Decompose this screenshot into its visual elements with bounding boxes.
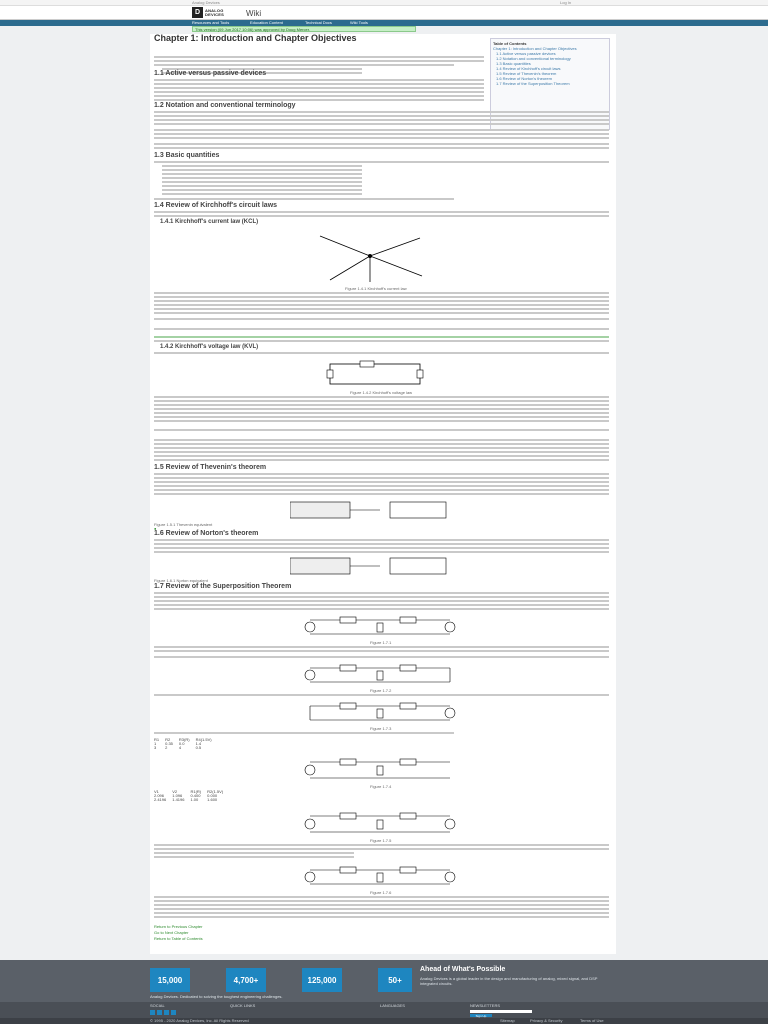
- table-of-contents-link[interactable]: Return to Table of Contents: [154, 936, 203, 941]
- toc-item[interactable]: Chapter 1: Introduction and Chapter Objectives: [493, 46, 577, 51]
- paragraph-line: [154, 292, 609, 294]
- section-heading: 1.4 Review of Kirchhoff's circuit laws: [154, 202, 278, 209]
- subsection-heading: 1.4.2 Kirchhoff's voltage law (KVL): [160, 344, 259, 350]
- paragraph-line: [154, 459, 609, 461]
- figure-caption: Figure 1.7.4: [370, 784, 392, 789]
- figure-caption: Figure 1.7.2: [370, 688, 392, 693]
- paragraph-line: [154, 396, 609, 398]
- paragraph-line: [154, 115, 609, 117]
- paragraph-line: [154, 99, 484, 101]
- paragraph-line: [154, 551, 609, 553]
- toc-title: Table of Contents: [493, 41, 527, 46]
- site-name[interactable]: Wiki: [246, 9, 262, 18]
- paragraph-line: [154, 656, 609, 658]
- paragraph-line: [154, 412, 609, 414]
- stat-tile: 125,000: [302, 968, 342, 992]
- paragraph-line: [154, 848, 609, 850]
- paragraph-line: [154, 852, 354, 854]
- paragraph-line: [154, 300, 609, 302]
- paragraph-line: [154, 900, 609, 902]
- paragraph-line: [162, 185, 362, 187]
- paragraph-line: [154, 64, 454, 66]
- newsletter-signup-button[interactable]: Sign Up: [470, 1014, 492, 1017]
- norton-diagram: [290, 556, 450, 576]
- paragraph-line: [154, 91, 484, 93]
- paragraph-line: [154, 79, 484, 81]
- ahead-text: Analog Devices is a global leader in the design and manufacturing of analog, mixed signal, and DSP integrated circuits.: [420, 976, 598, 986]
- login-link[interactable]: Log In: [560, 0, 572, 5]
- figure-caption: Figure 1.6.1 Norton equivalent: [154, 578, 208, 583]
- paragraph-line: [154, 604, 609, 606]
- paragraph-line: [154, 296, 609, 298]
- footer-bottom-bar: [0, 1018, 768, 1024]
- footer-links: [0, 1002, 768, 1018]
- kvl-diagram: [320, 360, 430, 388]
- ahead-title: Ahead of What's Possible: [420, 966, 506, 973]
- section-heading: 1.7 Review of the Superposition Theorem: [154, 583, 292, 590]
- copyright: © 1995 - 2020 Analog Devices, Inc. All Rights Reserved: [150, 1018, 249, 1023]
- paragraph-line: [162, 189, 362, 191]
- paragraph-line: [154, 547, 609, 549]
- superposition-circuit-3: [300, 700, 460, 724]
- paragraph-line: [154, 211, 609, 213]
- youtube-icon[interactable]: [171, 1010, 176, 1015]
- paragraph-line: [154, 493, 609, 495]
- paragraph-line: [154, 543, 609, 545]
- paragraph-line: [162, 177, 362, 179]
- paragraph-line: [154, 123, 609, 125]
- paragraph-line: [154, 83, 484, 85]
- paragraph-line: [154, 443, 609, 445]
- paragraph-line: [154, 404, 609, 406]
- paragraph-line: [154, 844, 609, 846]
- logo-text: ANALOG DEVICES: [205, 7, 224, 17]
- stat-tile: 50+: [378, 968, 412, 992]
- paragraph-line: [154, 856, 354, 858]
- paragraph-line: [154, 912, 609, 914]
- paragraph-line: [154, 215, 609, 217]
- paragraph-line: [154, 87, 484, 89]
- footer-link-sitemap[interactable]: Sitemap: [500, 1018, 515, 1023]
- paragraph-line: [154, 340, 609, 342]
- footer-col-title: NEWSLETTERS: [470, 1003, 501, 1008]
- article-content: [150, 34, 616, 954]
- footer-col-title: LANGUAGES: [380, 1003, 405, 1008]
- paragraph-line: [154, 473, 609, 475]
- paragraph-line: [154, 539, 609, 541]
- results-table-2: V1 V2 R1(R) R2(1.5V) 2.096 1.096 0.400 0.000 2.4196 1.4196 1.00 1.600: [154, 789, 224, 802]
- paragraph-line: [154, 429, 609, 431]
- figure-caption: Figure 1.4.1 Kirchhoff's current law: [345, 286, 407, 291]
- paragraph-line: [154, 420, 609, 422]
- paragraph-line: [154, 477, 609, 479]
- nav-item-technical-docs[interactable]: Technical Docs: [305, 20, 332, 25]
- newsletter-email-input[interactable]: [470, 1010, 532, 1013]
- paragraph-line: [154, 56, 484, 58]
- superposition-circuit-2: [300, 662, 460, 686]
- green-note-link[interactable]: ●: [154, 526, 157, 531]
- paragraph-line: [154, 608, 609, 610]
- superposition-circuit-5: [300, 810, 460, 836]
- toc-item[interactable]: 1.2 Notation and conventional terminology: [496, 56, 571, 61]
- paragraph-line: [154, 596, 609, 598]
- paragraph-line: [154, 650, 609, 652]
- paragraph-line: [154, 447, 609, 449]
- footer-stats-band: [0, 960, 768, 1002]
- paragraph-line: [154, 485, 609, 487]
- paragraph-line: [154, 455, 609, 457]
- nav-item-wiki-tools[interactable]: Wiki Tools: [350, 20, 368, 25]
- logo-mark-icon: D: [192, 7, 203, 18]
- paragraph-line: [154, 111, 609, 113]
- nav-item-education[interactable]: Education Content: [250, 20, 283, 25]
- paragraph-line: [154, 60, 484, 62]
- paragraph-line: [154, 198, 454, 200]
- paragraph-line: [154, 147, 609, 149]
- nav-item-resources[interactable]: Resources and Tools: [192, 20, 230, 25]
- paragraph-line: [154, 904, 609, 906]
- paragraph-line: [154, 908, 609, 910]
- thevenin-diagram: [290, 500, 450, 520]
- figure-caption: Figure 1.7.1: [370, 640, 392, 645]
- paragraph-line: [154, 328, 609, 330]
- social-icons: [150, 1010, 176, 1015]
- paragraph-line: [154, 143, 609, 145]
- analog-devices-logo[interactable]: [192, 7, 238, 18]
- paragraph-line: [154, 481, 609, 483]
- paragraph-line: [154, 916, 609, 918]
- figure-caption: Figure 1.7.5: [370, 838, 392, 843]
- paragraph-line: [154, 600, 609, 602]
- paragraph-line: [154, 451, 609, 453]
- paragraph-line: [154, 416, 609, 418]
- stat-tile: 15,000: [150, 968, 190, 992]
- toc-item[interactable]: 1.3 Basic quantities: [496, 61, 531, 66]
- linkedin-icon[interactable]: [164, 1010, 169, 1015]
- paragraph-line: [154, 646, 609, 648]
- paragraph-line: [154, 352, 609, 354]
- section-heading: 1.2 Notation and conventional terminology: [154, 102, 296, 109]
- paragraph-line: [154, 732, 454, 734]
- paragraph-line: [154, 95, 484, 97]
- toc-item[interactable]: 1.7 Review of the Superposition Theorem: [496, 81, 570, 86]
- figure-caption: Figure 1.7.6: [370, 890, 392, 895]
- toc-item[interactable]: 1.5 Review of Thevenin's theorem: [496, 71, 557, 76]
- figure-caption: Figure 1.5.1 Thevenin equivalent: [154, 522, 213, 527]
- twitter-icon[interactable]: [157, 1010, 162, 1015]
- toc-item[interactable]: 1.1 Active versus passive devices: [496, 51, 556, 56]
- paragraph-line: [154, 400, 609, 402]
- paragraph-line: [154, 133, 609, 135]
- paragraph-line: [154, 318, 609, 320]
- paragraph-line: [154, 336, 609, 338]
- paragraph-line: [154, 896, 609, 898]
- section-heading: 1.3 Basic quantities: [154, 152, 220, 159]
- paragraph-line: [162, 169, 362, 171]
- paragraph-line: [154, 304, 609, 306]
- stat-tile: 4,700+: [226, 968, 266, 992]
- paragraph-line: [154, 489, 609, 491]
- previous-chapter-link[interactable]: Return to Previous Chapter: [154, 924, 203, 929]
- paragraph-line: [154, 439, 609, 441]
- page-title: Chapter 1: Introduction and Chapter Objectives: [154, 33, 357, 43]
- footer-col-title: QUICK LINKS: [230, 1003, 256, 1008]
- next-chapter-link[interactable]: Go to Next Chapter: [154, 930, 189, 935]
- section-heading: 1.6 Review of Norton's theorem: [154, 530, 259, 537]
- section-heading: 1.1 Active versus passive devices: [154, 70, 267, 77]
- site-header: [0, 6, 768, 20]
- kcl-diagram: [310, 226, 430, 284]
- paragraph-line: [154, 308, 609, 310]
- superposition-circuit-1: [300, 614, 460, 638]
- footer-col-title: SOCIAL: [150, 1003, 165, 1008]
- footer-tagline: Analog Devices. Dedicated to solving the toughest engineering challenges.: [150, 994, 283, 999]
- paragraph-line: [154, 119, 609, 121]
- utility-bar-brand[interactable]: Analog Devices: [192, 0, 220, 5]
- paragraph-line: [154, 694, 609, 696]
- footer-link-terms[interactable]: Terms of Use: [580, 1018, 604, 1023]
- approval-notice: This version (09 Jun 2017 10:06) was approved by Doug Mercer.: [192, 26, 416, 32]
- toc-item[interactable]: 1.6 Review of Norton's theorem: [496, 76, 552, 81]
- paragraph-line: [162, 181, 362, 183]
- paragraph-line: [154, 592, 609, 594]
- paragraph-line: [162, 193, 362, 195]
- figure-caption: Figure 1.4.2 Kirchhoff's voltage law: [350, 390, 413, 395]
- superposition-circuit-6: [300, 864, 460, 888]
- facebook-icon[interactable]: [150, 1010, 155, 1015]
- superposition-circuit-4: [300, 756, 460, 782]
- paragraph-line: [154, 161, 609, 163]
- results-table-1: R1 R2 R3(R) R4(1.5V) 1 0.35 0.0 1.4 3 2 4 0.5: [154, 737, 212, 750]
- paragraph-line: [154, 408, 609, 410]
- subsection-heading: 1.4.1 Kirchhoff's current law (KCL): [160, 219, 259, 225]
- footer-link-privacy[interactable]: Privacy & Security: [530, 1018, 563, 1023]
- paragraph-line: [162, 173, 362, 175]
- paragraph-line: [162, 165, 362, 167]
- toc-item[interactable]: 1.4 Review of Kirchhoff's circuit laws: [496, 66, 561, 71]
- paragraph-line: [154, 137, 609, 139]
- paragraph-line: [154, 129, 609, 131]
- paragraph-line: [154, 312, 609, 314]
- figure-caption: Figure 1.7.3: [370, 726, 392, 731]
- section-heading: 1.5 Review of Thevenin's theorem: [154, 464, 267, 471]
